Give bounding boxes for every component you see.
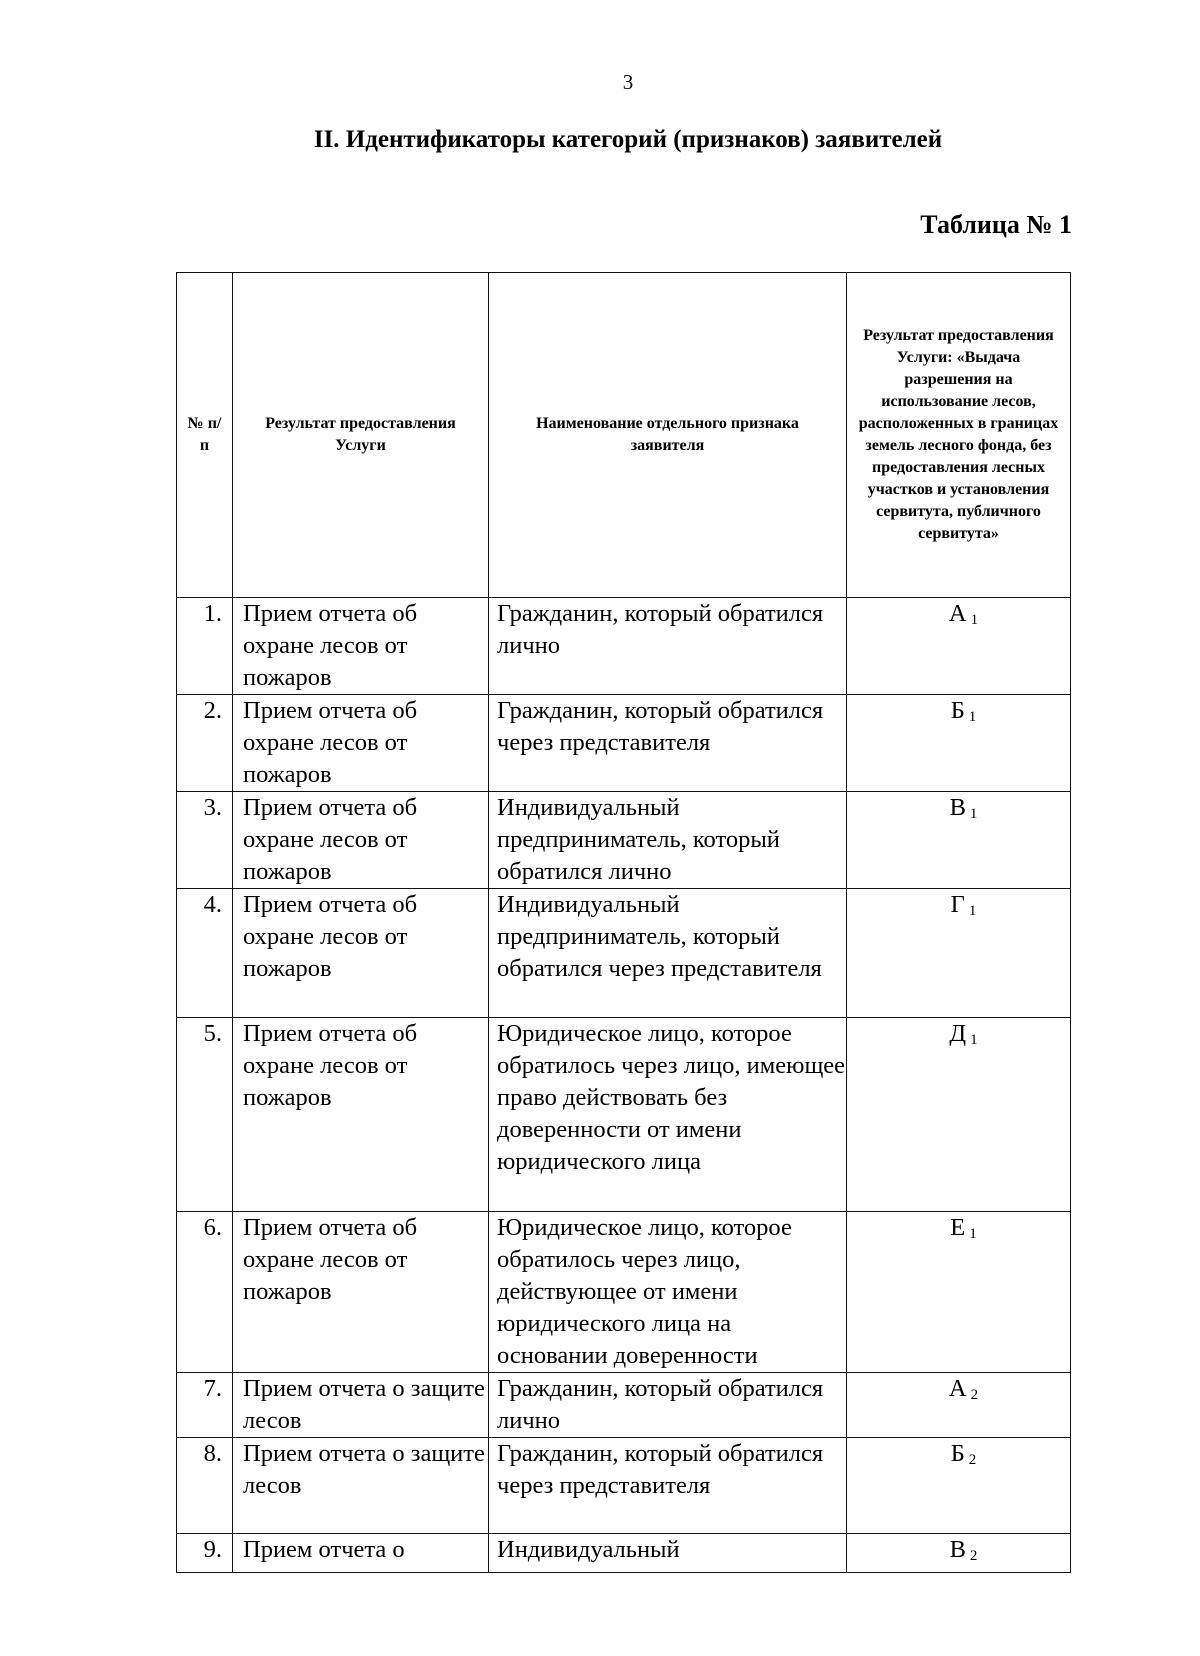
table-header-row <box>177 273 1071 598</box>
row-service-result: Прием отчета об охране лесов от пожаров <box>233 792 489 889</box>
row-service-result: Прием отчета о защите лесов <box>233 1373 489 1438</box>
row-number: 9. <box>177 1534 233 1573</box>
table-row <box>177 598 1071 695</box>
page-number: 3 <box>622 70 634 94</box>
code-letter: В <box>949 1536 966 1563</box>
code-index: 1 <box>969 806 978 822</box>
code-index: 1 <box>968 709 977 725</box>
row-code <box>847 1438 1071 1534</box>
table-row <box>177 1534 1071 1573</box>
table-row <box>177 889 1071 1018</box>
code-letter: Е <box>950 1214 966 1241</box>
row-number: 8. <box>177 1438 233 1534</box>
code-index: 2 <box>968 1452 977 1468</box>
row-applicant-sign: Юридическое лицо, которое обратилось через лицо, действующее от имени юридического лица на основании доверенности <box>489 1212 847 1373</box>
code-index: 1 <box>968 903 977 919</box>
row-service-result: Прием отчета о <box>233 1534 489 1573</box>
table-row <box>177 1018 1071 1212</box>
row-service-result: Прием отчета об охране лесов от пожаров <box>233 1018 489 1212</box>
header-service-result: Результат предоставления Услуги <box>233 273 489 598</box>
row-number: 4. <box>177 889 233 1018</box>
row-code <box>847 889 1071 1018</box>
row-code <box>847 1212 1071 1373</box>
code-letter: Д <box>949 1020 967 1047</box>
row-service-result: Прием отчета об охране лесов от пожаров <box>233 1212 489 1373</box>
header-number: № п/п <box>177 273 233 598</box>
row-service-result: Прием отчета об охране лесов от пожаров <box>233 889 489 1018</box>
table-row <box>177 1438 1071 1534</box>
code-letter: В <box>949 794 966 821</box>
row-applicant-sign: Гражданин, который обратился через представителя <box>489 1438 847 1534</box>
row-service-result: Прием отчета об охране лесов от пожаров <box>233 598 489 695</box>
code-index: 2 <box>969 1548 978 1564</box>
row-number: 7. <box>177 1373 233 1438</box>
row-code <box>847 792 1071 889</box>
row-number: 1. <box>177 598 233 695</box>
row-service-result: Прием отчета об охране лесов от пожаров <box>233 695 489 792</box>
table-caption: Таблица № 1 <box>920 210 1072 239</box>
row-applicant-sign: Индивидуальный предприниматель, который обратился через представителя <box>489 889 847 1018</box>
row-code <box>847 1018 1071 1212</box>
code-letter: Г <box>950 891 965 918</box>
row-code <box>847 598 1071 695</box>
code-letter: Б <box>950 1440 965 1467</box>
code-letter: Б <box>950 697 965 724</box>
identifiers-table <box>176 272 1071 1573</box>
row-applicant-sign: Индивидуальный <box>489 1534 847 1573</box>
table-row <box>177 792 1071 889</box>
table-row <box>177 1212 1071 1373</box>
table-row <box>177 1373 1071 1438</box>
header-applicant-sign: Наименование отдельного признака заявителя <box>489 273 847 598</box>
code-index: 1 <box>970 1032 978 1048</box>
code-index: 1 <box>969 1226 977 1242</box>
row-applicant-sign: Гражданин, который обратился лично <box>489 1373 847 1438</box>
code-letter: А <box>948 600 967 627</box>
row-service-result: Прием отчета о защите лесов <box>233 1438 489 1534</box>
header-result-code: Результат предоставления Услуги: «Выдача разрешения на использование лесов, расположенных в границах земель лесного фонда, без предоставления лесных участков и установления сервитута, публичного сервитута» <box>847 273 1071 598</box>
row-code <box>847 1373 1071 1438</box>
row-applicant-sign: Гражданин, который обратился лично <box>489 598 847 695</box>
code-index: 1 <box>970 612 979 628</box>
table-row <box>177 695 1071 792</box>
row-code <box>847 1534 1071 1573</box>
row-number: 3. <box>177 792 233 889</box>
row-number: 2. <box>177 695 233 792</box>
row-number: 6. <box>177 1212 233 1373</box>
row-applicant-sign: Гражданин, который обратился через представителя <box>489 695 847 792</box>
row-applicant-sign: Юридическое лицо, которое обратилось через лицо, имеющее право действовать без доверенности от имени юридического лица <box>489 1018 847 1212</box>
section-title: II. Идентификаторы категорий (признаков) заявителей <box>313 126 943 153</box>
code-letter: А <box>948 1375 967 1402</box>
row-number: 5. <box>177 1018 233 1212</box>
row-applicant-sign: Индивидуальный предприниматель, который обратился лично <box>489 792 847 889</box>
code-index: 2 <box>970 1387 979 1403</box>
row-code <box>847 695 1071 792</box>
